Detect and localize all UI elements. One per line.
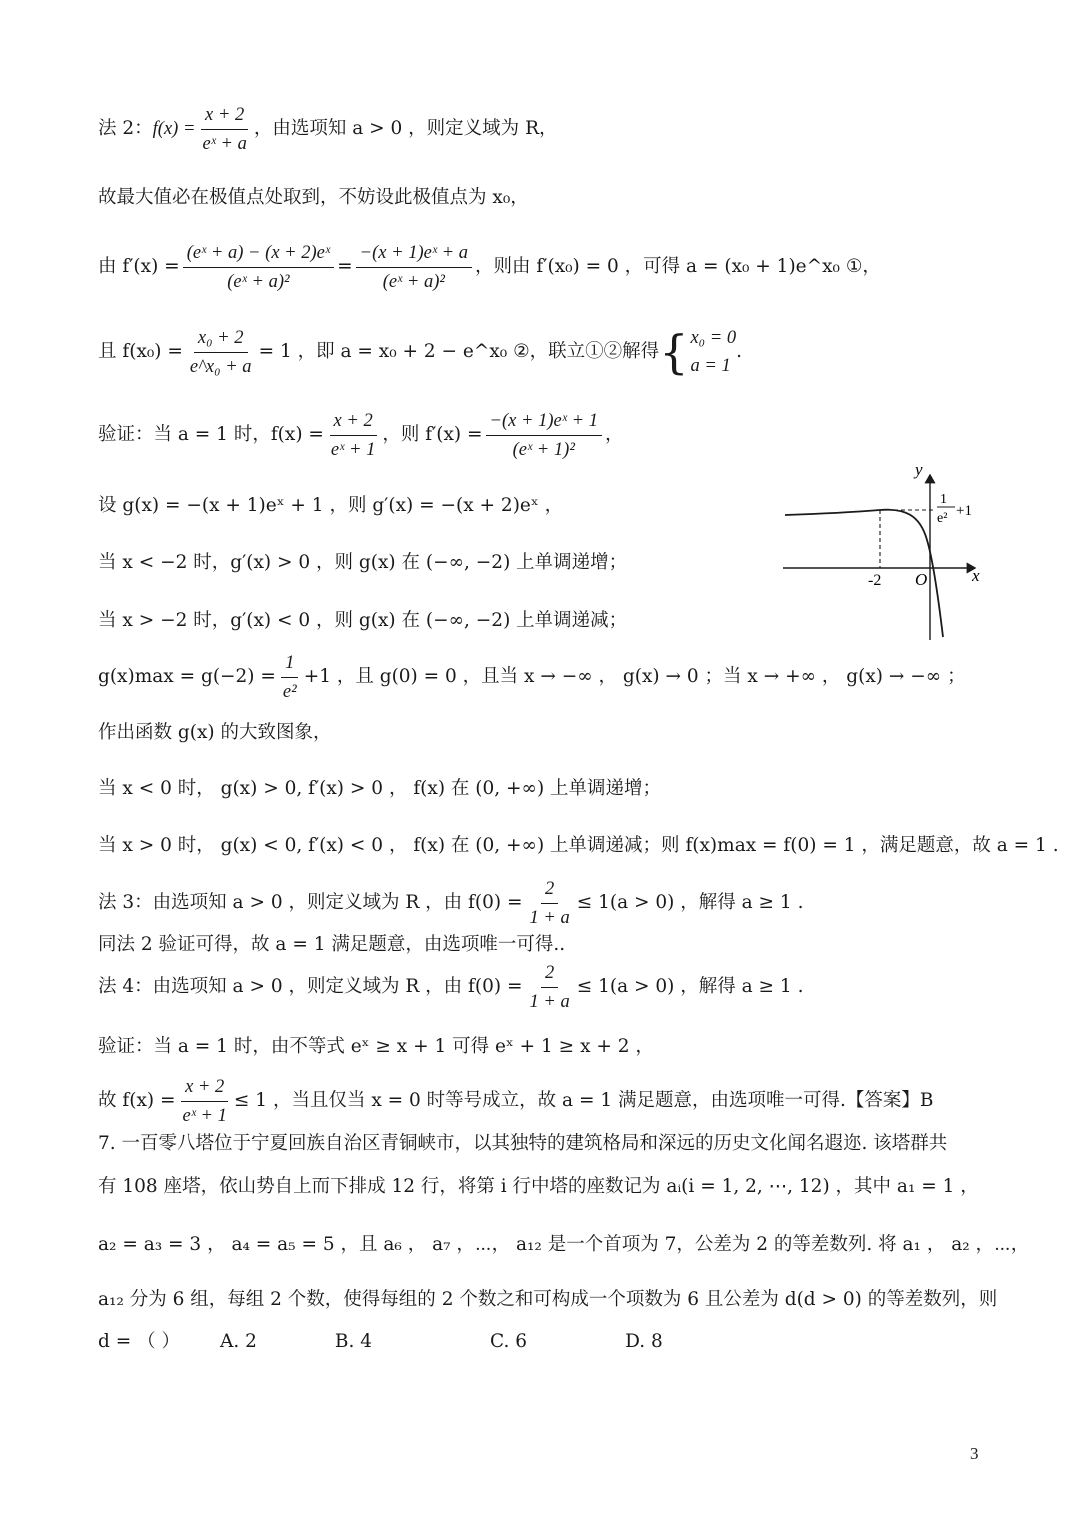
text-line: 验证：当 a = 1 时，由不等式 eˣ ≥ x + 1 可得 eˣ + 1 ≥ x + 2 ，: [98, 1036, 654, 1057]
text: 由 f′(x) =: [98, 256, 180, 277]
numerator: x + 2: [330, 409, 377, 436]
conclusion-line: [98, 1076, 988, 1126]
text: .: [736, 341, 742, 362]
text-line: 作出函数 g(x) 的大致图象，: [98, 722, 332, 743]
text: =: [337, 256, 353, 277]
question-line: 有 108 座塔，依山势自上而下排成 12 行，将第 i 行中塔的座数记为 aᵢ(i = 1, 2, ⋯, 12) ，其中 a₁ = 1 ，: [98, 1176, 979, 1197]
x-label: x: [972, 566, 980, 585]
row: a = 1: [690, 356, 731, 376]
denominator: 1 + a: [529, 991, 570, 1012]
numerator: x₀ + 2: [194, 326, 248, 353]
denominator: (eˣ + a)²: [382, 271, 445, 292]
option-c: C. 6: [490, 1331, 528, 1352]
fraction: [525, 961, 573, 1014]
text: 法 2：: [98, 118, 153, 139]
denominator: (eˣ + 1)²: [512, 439, 575, 460]
method3-line: [98, 878, 988, 928]
text-line: 当 x < −2 时，g′(x) > 0 ，则 g(x) 在 (−∞, −2) 上单调递增；: [98, 552, 628, 573]
text: ≤ 1(a > 0) ，解得 a ≥ 1 .: [576, 892, 804, 913]
option-b: B. 4: [334, 1331, 373, 1352]
text: 法 3：由选项知 a > 0 ，则定义域为 R ，由 f(0) =: [98, 892, 523, 913]
method4-line: [98, 962, 988, 1012]
text-line: 故最大值必在极值点处取到，不妨设此极值点为 x₀，: [98, 187, 529, 208]
fraction: [198, 103, 250, 156]
question-line: a₂ = a₃ = 3 ， a₄ = a₅ = 5 ，且 a₆ ， a₇ ，⋯， a₁₂ 是一个首项为 7，公差为 2 的等差数列. 将 a₁ ， a₂ ，⋯，: [98, 1234, 1030, 1255]
fraction: [486, 409, 602, 462]
denominator: eˣ + 1: [182, 1105, 227, 1126]
row: x₀ = 0: [690, 328, 737, 348]
option-a: A. 2: [220, 1331, 257, 1352]
numerator: x + 2: [181, 1075, 228, 1102]
text: +1 ，且 g(0) = 0 ，且当 x → −∞ ， g(x) → 0 ；当 x → +∞ ， g(x) → −∞ ；: [303, 666, 966, 687]
y-label: y: [915, 460, 923, 479]
denominator: (eˣ + a)²: [227, 271, 290, 292]
text: 且 f(x₀) =: [98, 341, 183, 362]
max-line: [98, 652, 988, 702]
text: ，: [604, 424, 624, 445]
denominator: 1 + a: [529, 907, 570, 928]
numerator: 2: [541, 961, 558, 988]
numerator: −(x + 1)eˣ + 1: [486, 409, 602, 436]
fraction: [178, 1075, 230, 1128]
equation-system: [659, 324, 736, 380]
text-line: 同法 2 验证可得，故 a = 1 满足题意，由选项唯一可得..: [98, 934, 566, 955]
fraction: [525, 877, 573, 930]
fraction: [279, 651, 301, 704]
numerator: −(x + 1)eˣ + a: [356, 241, 472, 268]
text-line: 设 g(x) = −(x + 1)eˣ + 1 ，则 g′(x) = −(x + 2)eˣ ，: [98, 495, 564, 516]
text-line: 当 x > −2 时，g′(x) < 0 ，则 g(x) 在 (−∞, −2) 上单调递减；: [98, 610, 628, 631]
brace-icon: {: [659, 325, 689, 379]
formula: f(x) =: [152, 119, 196, 139]
text: ，则 f′(x) =: [382, 424, 483, 445]
origin-label: O: [915, 570, 928, 589]
options-line: [98, 1330, 988, 1354]
max-label-numerator: 1: [940, 492, 947, 507]
text: 验证：当 a = 1 时，f(x) =: [98, 424, 324, 445]
numerator: 2: [541, 877, 558, 904]
denominator: eˣ + 1: [330, 439, 376, 460]
text: ，由选项知 a > 0 ，则定义域为 R，: [253, 118, 558, 139]
text: g(x)max = g(−2) =: [98, 666, 276, 687]
fraction: [356, 241, 472, 294]
text-line: 当 x > 0 时， g(x) < 0, f′(x) < 0 ， f(x) 在 (0, +∞) 上单调递减；则 f(x)max = f(0) = 1 ，满足题意，故 a = 1 .: [98, 835, 1059, 856]
method2-line: [98, 104, 988, 154]
derivative-line: [98, 234, 988, 300]
numerator: x + 2: [201, 103, 248, 130]
text: 法 4：由选项知 a > 0 ，则定义域为 R ，由 f(0) =: [98, 976, 523, 997]
numerator: 1: [281, 651, 298, 678]
text: ≤ 1(a > 0) ，解得 a ≥ 1 .: [576, 976, 804, 997]
fraction: [183, 241, 334, 294]
tick-label-neg2: -2: [868, 572, 882, 589]
fraction: [186, 326, 256, 379]
denominator: eˣ + a: [202, 133, 247, 154]
option-d: D. 8: [625, 1331, 663, 1352]
text: 故 f(x) =: [98, 1090, 176, 1111]
function-graph: [775, 455, 1005, 645]
text: ≤ 1 ，当且仅当 x = 0 时等号成立，故 a = 1 满足题意，由选项唯一可得.【答案】B: [233, 1090, 934, 1111]
system-line: [98, 322, 988, 382]
denominator: e^x₀ + a: [189, 356, 252, 377]
max-label-denominator: e²: [937, 511, 948, 526]
numerator: (eˣ + a) − (x + 2)eˣ: [183, 241, 334, 268]
text-line: 当 x < 0 时， g(x) > 0, f′(x) > 0 ， f(x) 在 (0, +∞) 上单调递增；: [98, 778, 662, 799]
fraction: [327, 409, 379, 462]
question-line: a₁₂ 分为 6 组，每组 2 个数，使得每组的 2 个数之和可构成一个项数为 6 且公差为 d(d > 0) 的等差数列，则: [98, 1289, 998, 1310]
text: = 1 ，即 a = x₀ + 2 − e^x₀ ②，联立①②解得: [258, 341, 660, 362]
denominator: e²: [282, 681, 297, 702]
question-line: 7. 一百零八塔位于宁夏回族自治区青铜峡市，以其独特的建筑格局和深远的历史文化闻名遐迩. 该塔群共: [98, 1133, 948, 1154]
text: ，则由 f′(x₀) = 0 ，可得 a = (x₀ + 1)e^x₀ ①，: [475, 256, 881, 277]
max-label-suffix: +1: [956, 503, 972, 519]
question-stem: d = （ ）: [98, 1331, 180, 1352]
page-number: 3: [970, 1444, 979, 1463]
